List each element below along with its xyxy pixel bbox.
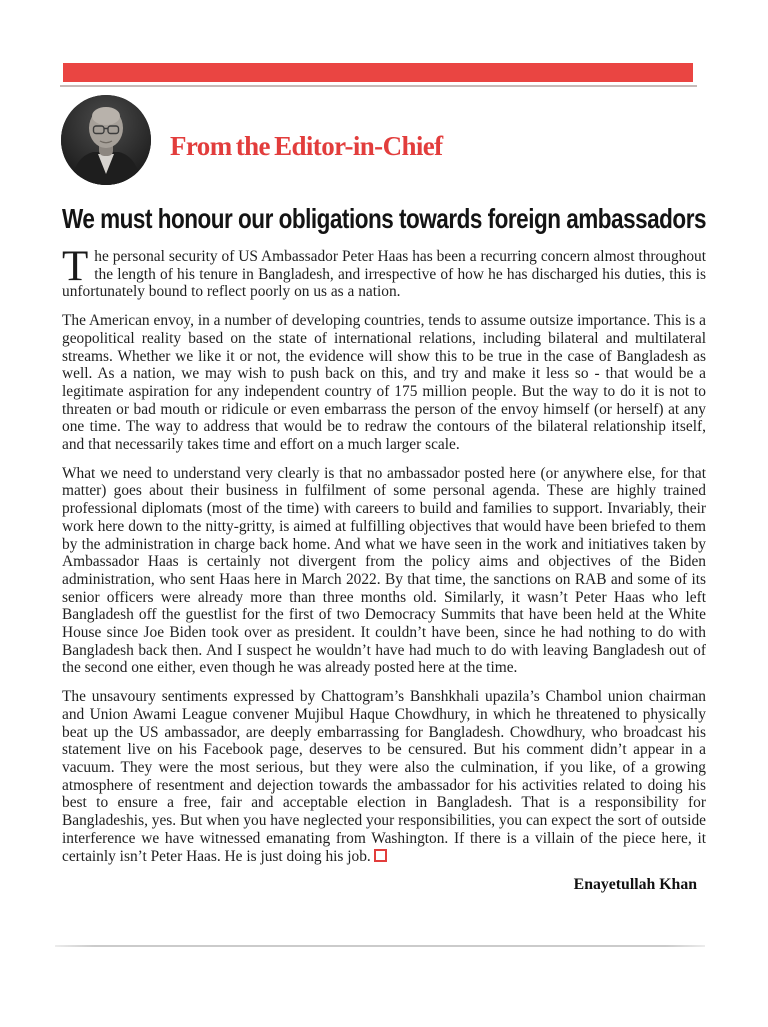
end-mark-icon: [374, 849, 387, 862]
article-paragraph: [62, 465, 706, 677]
paragraph-text: What we need to understand very clearly is that no ambassador posted here (or anywhere else, for that matter) goes about their business in fulfilment of some personal agenda. These are highly trained professional diplomats (most of the time) with careers to build and families to support. Invariably, their work here down to the nitty-gritty, is aimed at fulfilling objectives that would have been briefed to them by the administration in charge back home. And what we have seen in the work and initiatives taken by Ambassador Haas is certainly not divergent from the policy aims and objectives of the Biden administration, who sent Haas here in March 2022. By that time, the sanctions on RAB and some of its senior officers were already more than three months old. Similarly, it wasn’t Peter Haas who left Bangladesh off the guestlist for the first of two Democracy Summits that have been held at the White House since Joe Biden took over as president. It couldn’t have been, since he had nothing to do with Bangladesh back then. And I suspect he wouldn’t have had much to do with leaving Bangladesh out of the second one either, even though he was already posted here at the time.: [62, 464, 706, 677]
article-paragraph: [62, 243, 706, 301]
article-paragraph: [62, 688, 706, 865]
author-signature: Enayetullah Khan: [573, 876, 697, 894]
article-headline: [62, 203, 706, 235]
article-body: [62, 203, 706, 894]
editor-portrait-icon: [61, 95, 151, 185]
article-headline-text: We must honour our obligations towards foreign ambassadors: [62, 203, 706, 234]
paragraph-text: The American envoy, in a number of developing countries, tends to assume outsize importance. This is a geopolitical reality based on the state of international relations, including bilateral and multilateral streams. Whether we like it or not, the evidence will show this to be true in the case of Bangladesh as well. As a nation, we may wish to push back on this, and try and make it less so - that would be a legitimate aspiration for any independent country of 175 million people. But the way to do it is not to threaten or bad mouth or ridicule or even embarrass the person of the envoy himself (or herself) at any one time. The way to address that would be to redraw the contours of the bilateral relationship itself, and that necessarily takes time and effort on a much larger scale.: [62, 312, 706, 454]
masthead-rule-underline: [60, 85, 697, 87]
section-title: From the Editor-in-Chief: [170, 131, 443, 161]
masthead-rule: [63, 63, 693, 82]
footer-divider: [55, 945, 705, 947]
article-paragraph: [62, 312, 706, 454]
avatar: [61, 95, 151, 185]
paragraph-text: he personal security of US Ambassador Peter Haas has been a recurring concern almost throughout the length of his tenure in Bangladesh, and irrespective of how he has discharged his duties, this is unfortunately bound to reflect poorly on us as a nation.: [62, 248, 706, 301]
drop-cap: T: [62, 243, 89, 290]
paragraph-text: The unsavoury sentiments expressed by Chattogram’s Banshkhali upazila’s Chambol union chairman and Union Awami League convener Mujibul Haque Chowdhury, in which he threatened to physically beat up the US ambassador, are deeply embarrassing for Bangladesh. Chowdhury, who broadcast his statement live on his Facebook page, deserves to be censured. But his comment didn’t appear in a vacuum. They were the most serious, but they were also the culmination, if you like, of a growing atmosphere of resentment and dejection towards the ambassador for his activities related to doing his best to ensure a free, fair and acceptable election in Bangladesh. That is a responsibility for Bangladeshis, yes. But when you have neglected your responsibilities, you can expect the sort of outside interference we have witnessed emanating from Washington. If there is a villain of the piece here, it certainly isn’t Peter Haas. He is just doing his job.: [62, 688, 706, 865]
